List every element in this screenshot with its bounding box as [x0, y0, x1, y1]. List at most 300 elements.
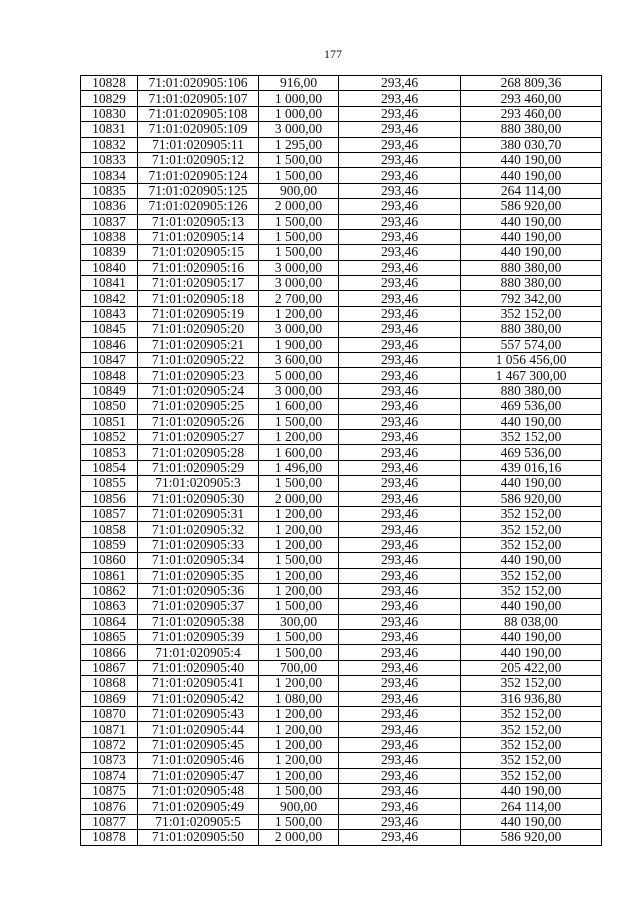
- table-row: [81, 429, 602, 444]
- cadastral-number-cell: 71:01:020905:38: [138, 614, 259, 629]
- value-cell: 440 190,00: [461, 229, 602, 244]
- cadastral-number-cell: 71:01:020905:11: [138, 137, 259, 152]
- rate-cell: 293,46: [339, 737, 461, 752]
- cadastral-number-cell: 71:01:020905:107: [138, 91, 259, 106]
- value-cell: 352 152,00: [461, 707, 602, 722]
- rate-cell: 293,46: [339, 106, 461, 121]
- table-row: [81, 152, 602, 167]
- value-cell: 440 190,00: [461, 814, 602, 829]
- cadastral-number-cell: 71:01:020905:28: [138, 445, 259, 460]
- value-cell: 293 460,00: [461, 91, 602, 106]
- area-cell: 1 500,00: [259, 783, 339, 798]
- value-cell: 352 152,00: [461, 429, 602, 444]
- area-cell: 1 500,00: [259, 414, 339, 429]
- cadastral-number-cell: 71:01:020905:43: [138, 707, 259, 722]
- row-number-cell: 10850: [81, 399, 138, 414]
- cadastral-number-cell: 71:01:020905:50: [138, 830, 259, 845]
- rate-cell: 293,46: [339, 630, 461, 645]
- row-number-cell: 10828: [81, 76, 138, 91]
- row-number-cell: 10857: [81, 506, 138, 521]
- row-number-cell: 10859: [81, 537, 138, 552]
- value-cell: 352 152,00: [461, 768, 602, 783]
- row-number-cell: 10858: [81, 522, 138, 537]
- area-cell: 1 200,00: [259, 583, 339, 598]
- rate-cell: 293,46: [339, 276, 461, 291]
- rate-cell: 293,46: [339, 830, 461, 845]
- table-row: [81, 707, 602, 722]
- area-cell: 1 500,00: [259, 168, 339, 183]
- area-cell: 1 200,00: [259, 707, 339, 722]
- cadastral-number-cell: 71:01:020905:48: [138, 783, 259, 798]
- cadastral-number-cell: 71:01:020905:15: [138, 245, 259, 260]
- row-number-cell: 10855: [81, 476, 138, 491]
- area-cell: 1 200,00: [259, 722, 339, 737]
- cadastral-number-cell: 71:01:020905:47: [138, 768, 259, 783]
- rate-cell: 293,46: [339, 768, 461, 783]
- row-number-cell: 10856: [81, 491, 138, 506]
- value-cell: 586 920,00: [461, 199, 602, 214]
- table-row: [81, 306, 602, 321]
- value-cell: 205 422,00: [461, 660, 602, 675]
- value-cell: 440 190,00: [461, 783, 602, 798]
- value-cell: 268 809,36: [461, 76, 602, 91]
- value-cell: 440 190,00: [461, 476, 602, 491]
- rate-cell: 293,46: [339, 537, 461, 552]
- area-cell: 1 500,00: [259, 814, 339, 829]
- table-row: [81, 599, 602, 614]
- cadastral-number-cell: 71:01:020905:18: [138, 291, 259, 306]
- value-cell: 352 152,00: [461, 676, 602, 691]
- row-number-cell: 10869: [81, 691, 138, 706]
- rate-cell: 293,46: [339, 814, 461, 829]
- value-cell: 586 920,00: [461, 830, 602, 845]
- cadastral-number-cell: 71:01:020905:20: [138, 322, 259, 337]
- table-row: [81, 106, 602, 121]
- area-cell: 916,00: [259, 76, 339, 91]
- cadastral-number-cell: 71:01:020905:27: [138, 429, 259, 444]
- table-row: [81, 91, 602, 106]
- table-row: [81, 799, 602, 814]
- table-row: [81, 568, 602, 583]
- rate-cell: 293,46: [339, 322, 461, 337]
- row-number-cell: 10867: [81, 660, 138, 675]
- table-row: [81, 414, 602, 429]
- table-row: [81, 522, 602, 537]
- rate-cell: 293,46: [339, 429, 461, 444]
- area-cell: 1 080,00: [259, 691, 339, 706]
- cadastral-number-cell: 71:01:020905:30: [138, 491, 259, 506]
- value-cell: 469 536,00: [461, 399, 602, 414]
- row-number-cell: 10876: [81, 799, 138, 814]
- value-cell: 880 380,00: [461, 383, 602, 398]
- area-cell: 900,00: [259, 799, 339, 814]
- value-cell: 440 190,00: [461, 553, 602, 568]
- row-number-cell: 10829: [81, 91, 138, 106]
- area-cell: 1 200,00: [259, 768, 339, 783]
- table-row: [81, 368, 602, 383]
- row-number-cell: 10871: [81, 722, 138, 737]
- area-cell: 2 000,00: [259, 491, 339, 506]
- row-number-cell: 10833: [81, 152, 138, 167]
- value-cell: 439 016,16: [461, 460, 602, 475]
- area-cell: 2 700,00: [259, 291, 339, 306]
- cadastral-number-cell: 71:01:020905:17: [138, 276, 259, 291]
- table-row: [81, 276, 602, 291]
- value-cell: 293 460,00: [461, 106, 602, 121]
- cadastral-number-cell: 71:01:020905:23: [138, 368, 259, 383]
- rate-cell: 293,46: [339, 553, 461, 568]
- area-cell: 1 200,00: [259, 429, 339, 444]
- table-row: [81, 830, 602, 845]
- row-number-cell: 10839: [81, 245, 138, 260]
- row-number-cell: 10854: [81, 460, 138, 475]
- row-number-cell: 10873: [81, 753, 138, 768]
- table-row: [81, 691, 602, 706]
- table-row: [81, 399, 602, 414]
- cadastral-number-cell: 71:01:020905:37: [138, 599, 259, 614]
- value-cell: 880 380,00: [461, 122, 602, 137]
- row-number-cell: 10861: [81, 568, 138, 583]
- value-cell: 440 190,00: [461, 152, 602, 167]
- area-cell: 1 600,00: [259, 445, 339, 460]
- cadastral-number-cell: 71:01:020905:49: [138, 799, 259, 814]
- row-number-cell: 10852: [81, 429, 138, 444]
- cadastral-number-cell: 71:01:020905:42: [138, 691, 259, 706]
- value-cell: 440 190,00: [461, 599, 602, 614]
- row-number-cell: 10830: [81, 106, 138, 121]
- area-cell: 1 200,00: [259, 568, 339, 583]
- cadastral-number-cell: 71:01:020905:34: [138, 553, 259, 568]
- value-cell: 440 190,00: [461, 645, 602, 660]
- rate-cell: 293,46: [339, 353, 461, 368]
- row-number-cell: 10862: [81, 583, 138, 598]
- table-row: [81, 476, 602, 491]
- area-cell: 2 000,00: [259, 830, 339, 845]
- area-cell: 1 500,00: [259, 214, 339, 229]
- row-number-cell: 10846: [81, 337, 138, 352]
- area-cell: 3 000,00: [259, 276, 339, 291]
- table-row: [81, 491, 602, 506]
- table-row: [81, 614, 602, 629]
- cadastral-number-cell: 71:01:020905:33: [138, 537, 259, 552]
- row-number-cell: 10875: [81, 783, 138, 798]
- table-row: [81, 168, 602, 183]
- rate-cell: 293,46: [339, 568, 461, 583]
- value-cell: 880 380,00: [461, 276, 602, 291]
- rate-cell: 293,46: [339, 122, 461, 137]
- table-row: [81, 291, 602, 306]
- table-row: [81, 322, 602, 337]
- row-number-cell: 10845: [81, 322, 138, 337]
- area-cell: 1 000,00: [259, 91, 339, 106]
- area-cell: 1 500,00: [259, 245, 339, 260]
- row-number-cell: 10842: [81, 291, 138, 306]
- area-cell: 5 000,00: [259, 368, 339, 383]
- cadastral-number-cell: 71:01:020905:26: [138, 414, 259, 429]
- area-cell: 900,00: [259, 183, 339, 198]
- table-row: [81, 245, 602, 260]
- row-number-cell: 10872: [81, 737, 138, 752]
- rate-cell: 293,46: [339, 152, 461, 167]
- table-row: [81, 753, 602, 768]
- value-cell: 352 152,00: [461, 537, 602, 552]
- row-number-cell: 10838: [81, 229, 138, 244]
- cadastral-number-cell: 71:01:020905:4: [138, 645, 259, 660]
- cadastral-number-cell: 71:01:020905:12: [138, 152, 259, 167]
- table-row: [81, 783, 602, 798]
- table-row: [81, 768, 602, 783]
- value-cell: 440 190,00: [461, 214, 602, 229]
- row-number-cell: 10849: [81, 383, 138, 398]
- value-cell: 880 380,00: [461, 322, 602, 337]
- rate-cell: 293,46: [339, 368, 461, 383]
- cadastral-number-cell: 71:01:020905:126: [138, 199, 259, 214]
- rate-cell: 293,46: [339, 476, 461, 491]
- area-cell: 1 200,00: [259, 537, 339, 552]
- value-cell: 352 152,00: [461, 722, 602, 737]
- table-row: [81, 630, 602, 645]
- cadastral-number-cell: 71:01:020905:14: [138, 229, 259, 244]
- rate-cell: 293,46: [339, 645, 461, 660]
- value-cell: 440 190,00: [461, 630, 602, 645]
- area-cell: 3 000,00: [259, 322, 339, 337]
- table-row: [81, 445, 602, 460]
- cadastral-number-cell: 71:01:020905:13: [138, 214, 259, 229]
- rate-cell: 293,46: [339, 691, 461, 706]
- table-row: [81, 645, 602, 660]
- rate-cell: 293,46: [339, 245, 461, 260]
- rate-cell: 293,46: [339, 91, 461, 106]
- area-cell: 1 500,00: [259, 630, 339, 645]
- rate-cell: 293,46: [339, 337, 461, 352]
- rate-cell: 293,46: [339, 260, 461, 275]
- area-cell: 1 295,00: [259, 137, 339, 152]
- rate-cell: 293,46: [339, 445, 461, 460]
- area-cell: 1 500,00: [259, 645, 339, 660]
- rate-cell: 293,46: [339, 399, 461, 414]
- value-cell: 1 056 456,00: [461, 353, 602, 368]
- row-number-cell: 10866: [81, 645, 138, 660]
- rate-cell: 293,46: [339, 199, 461, 214]
- table-row: [81, 737, 602, 752]
- area-cell: 300,00: [259, 614, 339, 629]
- row-number-cell: 10874: [81, 768, 138, 783]
- area-cell: 3 000,00: [259, 122, 339, 137]
- value-cell: 557 574,00: [461, 337, 602, 352]
- area-cell: 1 200,00: [259, 506, 339, 521]
- table-row: [81, 229, 602, 244]
- table-row: [81, 122, 602, 137]
- row-number-cell: 10864: [81, 614, 138, 629]
- page-number: 177: [324, 47, 342, 61]
- rate-cell: 293,46: [339, 599, 461, 614]
- row-number-cell: 10836: [81, 199, 138, 214]
- cadastral-number-cell: 71:01:020905:109: [138, 122, 259, 137]
- area-cell: 2 000,00: [259, 199, 339, 214]
- value-cell: 1 467 300,00: [461, 368, 602, 383]
- area-cell: 1 500,00: [259, 476, 339, 491]
- row-number-cell: 10835: [81, 183, 138, 198]
- area-cell: 1 496,00: [259, 460, 339, 475]
- row-number-cell: 10868: [81, 676, 138, 691]
- area-cell: 700,00: [259, 660, 339, 675]
- rate-cell: 293,46: [339, 168, 461, 183]
- table-row: [81, 137, 602, 152]
- row-number-cell: 10840: [81, 260, 138, 275]
- row-number-cell: 10851: [81, 414, 138, 429]
- cadastral-number-cell: 71:01:020905:29: [138, 460, 259, 475]
- cadastral-number-cell: 71:01:020905:31: [138, 506, 259, 521]
- row-number-cell: 10863: [81, 599, 138, 614]
- value-cell: 352 152,00: [461, 568, 602, 583]
- rate-cell: 293,46: [339, 614, 461, 629]
- value-cell: 352 152,00: [461, 522, 602, 537]
- value-cell: 792 342,00: [461, 291, 602, 306]
- area-cell: 1 600,00: [259, 399, 339, 414]
- area-cell: 1 200,00: [259, 676, 339, 691]
- table-body: [81, 76, 602, 846]
- row-number-cell: 10870: [81, 707, 138, 722]
- cadastral-number-cell: 71:01:020905:41: [138, 676, 259, 691]
- rate-cell: 293,46: [339, 799, 461, 814]
- rate-cell: 293,46: [339, 214, 461, 229]
- cadastral-number-cell: 71:01:020905:5: [138, 814, 259, 829]
- data-table: [80, 75, 602, 846]
- rate-cell: 293,46: [339, 76, 461, 91]
- row-number-cell: 10848: [81, 368, 138, 383]
- cadastral-number-cell: 71:01:020905:21: [138, 337, 259, 352]
- table-row: [81, 583, 602, 598]
- table-row: [81, 460, 602, 475]
- value-cell: 316 936,80: [461, 691, 602, 706]
- table-row: [81, 553, 602, 568]
- rate-cell: 293,46: [339, 383, 461, 398]
- cadastral-number-cell: 71:01:020905:39: [138, 630, 259, 645]
- cadastral-number-cell: 71:01:020905:32: [138, 522, 259, 537]
- rate-cell: 293,46: [339, 229, 461, 244]
- row-number-cell: 10878: [81, 830, 138, 845]
- value-cell: 352 152,00: [461, 753, 602, 768]
- cadastral-number-cell: 71:01:020905:124: [138, 168, 259, 183]
- table-row: [81, 199, 602, 214]
- value-cell: 440 190,00: [461, 414, 602, 429]
- cadastral-number-cell: 71:01:020905:44: [138, 722, 259, 737]
- row-number-cell: 10847: [81, 353, 138, 368]
- row-number-cell: 10865: [81, 630, 138, 645]
- rate-cell: 293,46: [339, 522, 461, 537]
- rate-cell: 293,46: [339, 137, 461, 152]
- value-cell: 352 152,00: [461, 737, 602, 752]
- area-cell: 1 200,00: [259, 306, 339, 321]
- table-row: [81, 537, 602, 552]
- table-row: [81, 337, 602, 352]
- value-cell: 440 190,00: [461, 245, 602, 260]
- area-cell: 1 200,00: [259, 737, 339, 752]
- area-cell: 3 000,00: [259, 260, 339, 275]
- value-cell: 440 190,00: [461, 168, 602, 183]
- area-cell: 1 500,00: [259, 152, 339, 167]
- rate-cell: 293,46: [339, 753, 461, 768]
- table-row: [81, 506, 602, 521]
- cadastral-number-cell: 71:01:020905:106: [138, 76, 259, 91]
- table-row: [81, 660, 602, 675]
- rate-cell: 293,46: [339, 676, 461, 691]
- rate-cell: 293,46: [339, 660, 461, 675]
- area-cell: 1 000,00: [259, 106, 339, 121]
- value-cell: 352 152,00: [461, 506, 602, 521]
- cadastral-number-cell: 71:01:020905:36: [138, 583, 259, 598]
- cadastral-number-cell: 71:01:020905:25: [138, 399, 259, 414]
- cadastral-number-cell: 71:01:020905:45: [138, 737, 259, 752]
- cadastral-number-cell: 71:01:020905:35: [138, 568, 259, 583]
- value-cell: 380 030,70: [461, 137, 602, 152]
- rate-cell: 293,46: [339, 491, 461, 506]
- row-number-cell: 10877: [81, 814, 138, 829]
- area-cell: 1 500,00: [259, 553, 339, 568]
- cadastral-number-cell: 71:01:020905:3: [138, 476, 259, 491]
- value-cell: 586 920,00: [461, 491, 602, 506]
- value-cell: 352 152,00: [461, 583, 602, 598]
- table-row: [81, 383, 602, 398]
- area-cell: 3 600,00: [259, 353, 339, 368]
- rate-cell: 293,46: [339, 414, 461, 429]
- value-cell: 352 152,00: [461, 306, 602, 321]
- rate-cell: 293,46: [339, 460, 461, 475]
- rate-cell: 293,46: [339, 183, 461, 198]
- value-cell: 880 380,00: [461, 260, 602, 275]
- cadastral-number-cell: 71:01:020905:108: [138, 106, 259, 121]
- rate-cell: 293,46: [339, 506, 461, 521]
- row-number-cell: 10841: [81, 276, 138, 291]
- table-row: [81, 76, 602, 91]
- table-row: [81, 814, 602, 829]
- cadastral-number-cell: 71:01:020905:46: [138, 753, 259, 768]
- area-cell: 1 200,00: [259, 753, 339, 768]
- row-number-cell: 10837: [81, 214, 138, 229]
- cadastral-number-cell: 71:01:020905:24: [138, 383, 259, 398]
- table-row: [81, 353, 602, 368]
- row-number-cell: 10832: [81, 137, 138, 152]
- table-row: [81, 183, 602, 198]
- table-row: [81, 676, 602, 691]
- rate-cell: 293,46: [339, 722, 461, 737]
- row-number-cell: 10834: [81, 168, 138, 183]
- table-row: [81, 722, 602, 737]
- row-number-cell: 10843: [81, 306, 138, 321]
- row-number-cell: 10831: [81, 122, 138, 137]
- rate-cell: 293,46: [339, 783, 461, 798]
- table-row: [81, 260, 602, 275]
- row-number-cell: 10853: [81, 445, 138, 460]
- rate-cell: 293,46: [339, 707, 461, 722]
- cadastral-number-cell: 71:01:020905:22: [138, 353, 259, 368]
- cadastral-number-cell: 71:01:020905:40: [138, 660, 259, 675]
- rate-cell: 293,46: [339, 291, 461, 306]
- value-cell: 264 114,00: [461, 799, 602, 814]
- area-cell: 1 500,00: [259, 229, 339, 244]
- rate-cell: 293,46: [339, 306, 461, 321]
- cadastral-number-cell: 71:01:020905:125: [138, 183, 259, 198]
- row-number-cell: 10860: [81, 553, 138, 568]
- value-cell: 264 114,00: [461, 183, 602, 198]
- table-row: [81, 214, 602, 229]
- area-cell: 1 900,00: [259, 337, 339, 352]
- cadastral-number-cell: 71:01:020905:16: [138, 260, 259, 275]
- value-cell: 88 038,00: [461, 614, 602, 629]
- rate-cell: 293,46: [339, 583, 461, 598]
- cadastral-number-cell: 71:01:020905:19: [138, 306, 259, 321]
- area-cell: 1 200,00: [259, 522, 339, 537]
